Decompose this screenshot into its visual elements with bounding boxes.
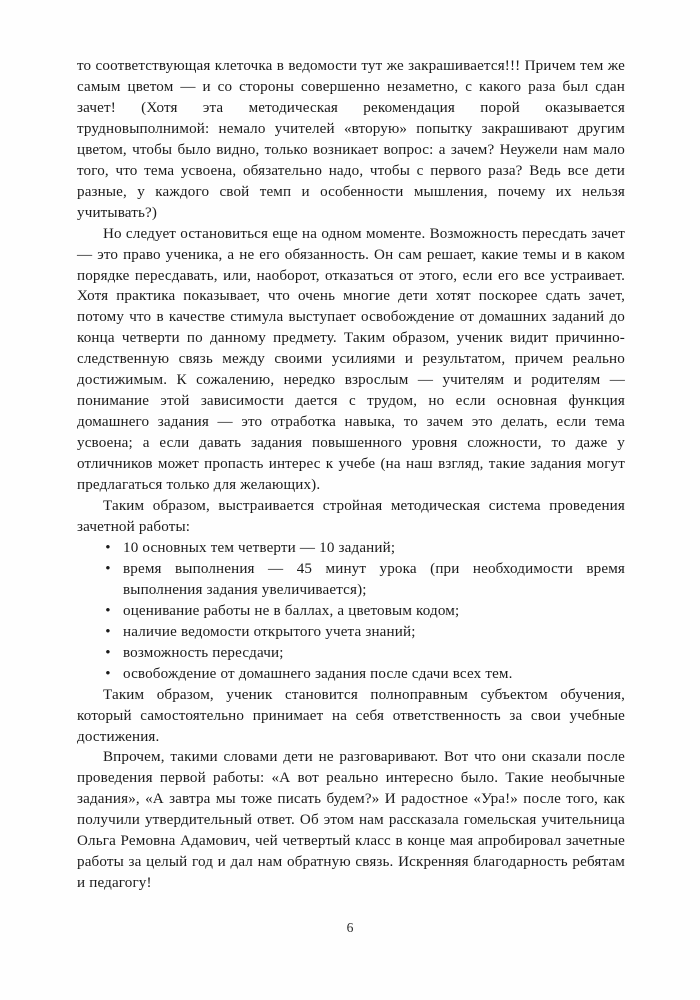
list-item	[77, 664, 625, 685]
list-item	[77, 559, 625, 601]
bullet-icon: •	[105, 539, 111, 556]
bullet-icon: •	[105, 644, 111, 661]
paragraph-retake-rights: Но следует остановиться еще на одном моменте. Возможность пересдать зачет — это право ученика, а не его обязанность. Он сам решает, какие темы и в каком порядке пересдавать, или, наоборот, отказаться от этого, если его все устраивает. Хотя практика показывает, что очень многие дети хотят поскорее сдать зачет, потому что в качестве стимула выступает освобождение от домашних заданий до конца четверти по данному предмету. Таким образом, ученик видит причинно-следственную связь между своими усилиями и результатом, причем реально достижимым. К сожалению, нередко взрослым — учителям и родителям — понимание этой зависимости дается с трудом, но если основная функция домашнего задания — это отработка навыка, то зачем это делать, если тема усвоена; а если давать задания повышенного уровня сложности, то даже у отличников может пропасть интерес к учебе (на наш взгляд, такие задания могут предлагаться только для желающих).	[77, 225, 625, 494]
list-item-label: 10 основных тем четверти — 10 заданий;	[123, 539, 396, 556]
list-item-label: время выполнения — 45 минут урока (при необходимости время выполнения задания увеличивается);	[123, 560, 625, 598]
paragraph-continuation: то соответствующая клеточка в ведомости тут же закрашивается!!! Причем тем же самым цветом — и со стороны совершенно незаметно, с какого раза был сдан зачет! (Хотя эта методическая рекомендация порой оказывается трудновыполнимой: немало учителей «вторую» попытку закрашивают другим цветом, чтобы было видно, только возникает вопрос: а зачем? Неужели нам мало того, что тема усвоена, обязательно надо, чтобы с первого раза? Ведь все дети разные, у каждого свой темп и особенности мышления, почему их нельзя учитывать?)	[77, 58, 625, 221]
list-item	[77, 601, 625, 622]
bullet-icon: •	[105, 560, 111, 577]
list-item-label: оценивание работы не в баллах, а цветовым кодом;	[123, 602, 460, 619]
page-number: 6	[346, 920, 354, 935]
methodical-system-list	[77, 538, 625, 685]
bullet-icon: •	[105, 602, 111, 619]
list-item	[77, 538, 625, 559]
list-item	[77, 643, 625, 664]
list-item-label: наличие ведомости открытого учета знаний;	[123, 623, 416, 640]
list-item-label: возможность пересдачи;	[123, 644, 284, 661]
bullet-icon: •	[105, 623, 111, 640]
paragraph-student-subject: Таким образом, ученик становится полноправным субъектом обучения, который самостоятельно принимает на себя ответственность за свои учебные достижения.	[77, 686, 625, 745]
list-item-label: освобождение от домашнего задания после сдачи всех тем.	[123, 665, 513, 682]
page-text-block	[77, 56, 625, 894]
list-item	[77, 622, 625, 643]
paragraph-system-intro: Таким образом, выстраивается стройная методическая система проведения зачетной работы:	[77, 498, 625, 535]
paragraph-children-quotes: Впрочем, такими словами дети не разговаривают. Вот что они сказали после проведения первой работы: «А вот реально интересно было. Такие необычные задания», «А завтра мы тоже писать будем?» И радостное «Ура!» после того, как получили утвердительный ответ. Об этом нам рассказала гомельская учительница Ольга Ремовна Адамович, чей четвертый класс в конце мая апробировал зачетные работы за целый год и дал нам обратную связь. Искренняя благодарность ребятам и педагогу!	[77, 749, 625, 892]
bullet-icon: •	[105, 665, 111, 682]
